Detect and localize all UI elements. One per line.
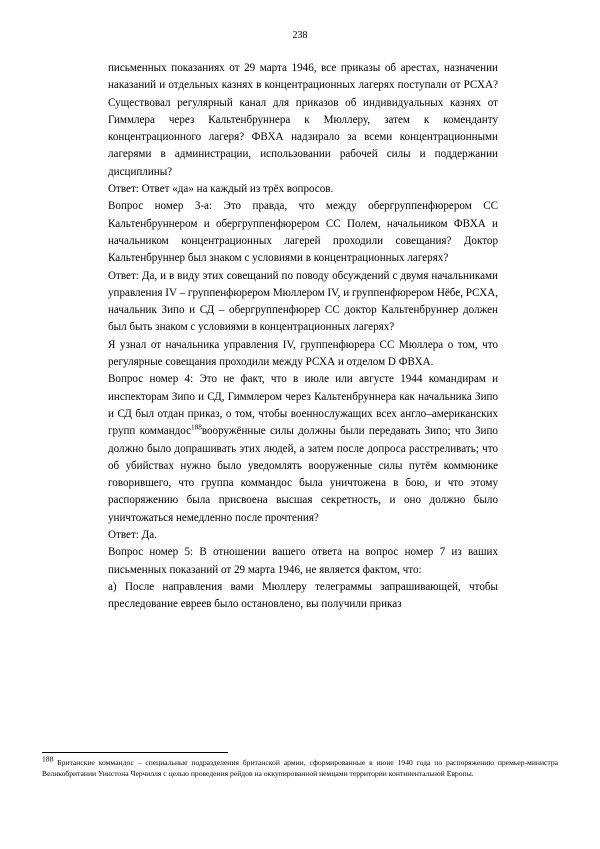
- footnote-reference: 188: [191, 423, 202, 432]
- document-body: [108, 60, 498, 614]
- paragraph: Ответ: Ответ «да» на каждый из трёх вопросов.: [108, 183, 334, 196]
- paragraph: письменных показаниях от 29 марта 1946, все приказы об арестах, назначении наказаний и отдельных казнях в концентрационных лагерях поступали от РСХА? Существовал регулярный канал для приказов об индивидуальных казнях от Гиммлера через Кальтенбруннера к Мюллеру, затем к коменданту концентрационного лагеря? ФВХА надзирало за всеми концентрационными лагерями в администрации, использовании рабочей силы и поддержании дисциплины?: [108, 62, 498, 178]
- footnote: [42, 754, 558, 780]
- footnote-text: Британские коммандос – специальные подразделения британской армии, сформированные в июне 1940 года по распоряжению премьер-министра Великобритании Уинстона Черчилля с целью проведения рейдов на оккупированной немцами территории континентальной Европы.: [42, 758, 558, 779]
- paragraph: Ответ: Да, и в виду этих совещаний по поводу обсуждений с двумя начальниками управления IV – группенфюрером Мюллером IV, и группенфюрером Нёбе, РСХА, начальник Зипо и СД – обергруппенфюрер СС доктор Кальтенбруннер должен был быть знаком с условиями в концентрационных лагерях?: [108, 269, 498, 334]
- paragraph: Ответ: Да.: [108, 529, 157, 542]
- paragraph: Вопрос номер 5: В отношении вашего ответа на вопрос номер 7 из ваших письменных показаний от 29 марта 1946, не является фактом, что:: [108, 546, 498, 576]
- paragraph-with-footnote-ref: Вопрос номер 4: Это не факт, что в июле или августе 1944 командирам и инспекторам Зипо и СД, Гиммлером через Кальтенбруннера как начальника Зипо и СД был отдан приказ, о том, чтобы военнослужащих всех англо–американских групп коммандос$^{188}$вооружённые силы должны были передавать Зипо; что Зипо должно было допрашивать этих людей, а затем после допроса расстреливать; что об убийствах нужно было уведомлять вооруженные силы путём коммюнике говорившего, что группа коммандос была уничтожена в бою, и что этому распоряжению была присвоена высшая секретность, и оно должно было уничтожаться немедленно после прочтения?: [108, 373, 498, 524]
- footnote-area: [42, 752, 558, 780]
- paragraph: а) После направления вами Мюллеру телеграммы запрашивающей, чтобы преследование евреев было остановлено, вы получили приказ: [108, 580, 498, 611]
- paragraph: Вопрос номер 3-а: Это правда, что между обергруппенфюрером СС Кальтенбруннером и обергруппенфюрером СС Полем, начальником ФВХА и начальником концентрационных лагерей проходили совещания? Доктор Кальтенбруннер был знаком с условиями в концентрационных лагерях?: [108, 200, 498, 265]
- page-number: 238: [292, 30, 308, 41]
- footnote-separator: [42, 752, 228, 753]
- footnote-marker: 188: [42, 754, 54, 764]
- paragraph: Я узнал от начальника управления IV, группенфюрера СС Мюллера о том, что регулярные совещания проходили между РСХА и отделом D ФВХА.: [108, 338, 498, 369]
